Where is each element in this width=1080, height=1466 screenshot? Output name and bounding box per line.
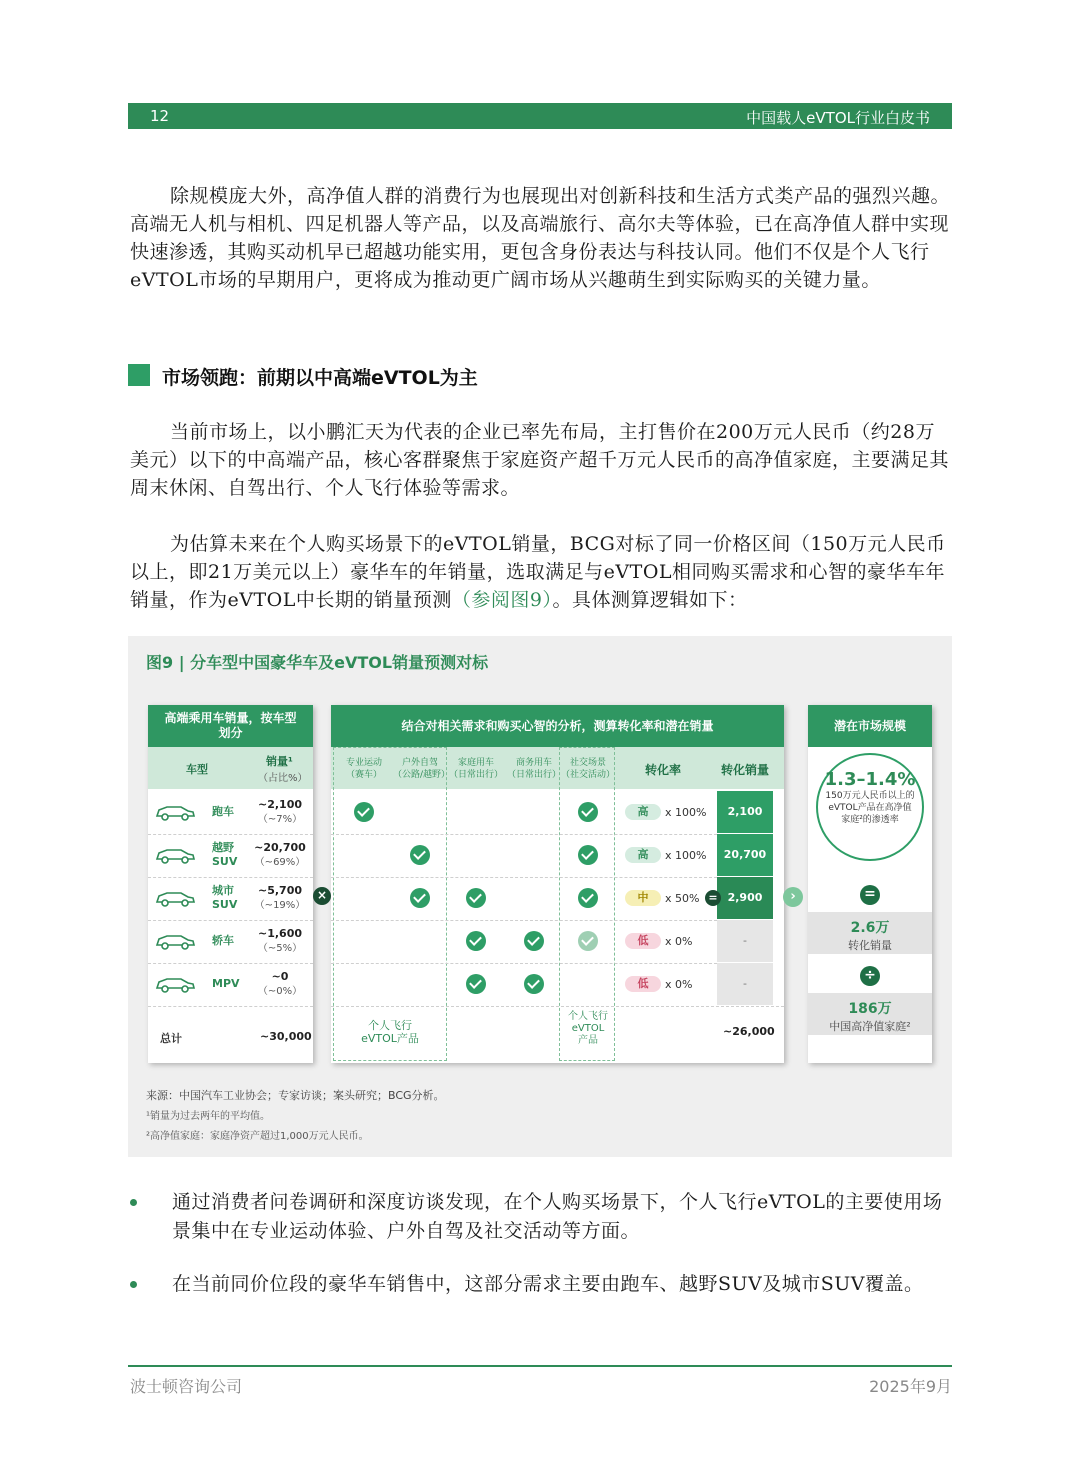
car-type-label: 轿车 bbox=[212, 934, 234, 947]
total-sales: ~30,000 bbox=[260, 1030, 312, 1043]
penetration-value: 1.3–1.4% bbox=[824, 769, 916, 790]
estimate-paragraph bbox=[130, 530, 952, 614]
conversion-rate: x 50% bbox=[665, 892, 700, 905]
bullet-dot bbox=[130, 1281, 137, 1288]
equals-icon: = bbox=[860, 885, 880, 905]
col-sales-sub: （占比%） bbox=[258, 773, 308, 784]
sales-value: ~2,100 bbox=[257, 798, 302, 811]
sales-cell bbox=[250, 798, 310, 827]
footer-date: 2025年9月 bbox=[869, 1377, 952, 1396]
converted-sales-cell: - bbox=[717, 920, 773, 962]
conversion-total-value: 2.6万 bbox=[850, 920, 890, 936]
row-separator bbox=[148, 963, 313, 964]
group-label-1: 个人飞行 eVTOL产品 bbox=[361, 1019, 419, 1045]
bullet-text-1: 通过消费者问卷调研和深度访谈发现，在个人购买场景下，个人飞行eVTOL的主要使用场景集中在专业运动体验、户外自驾及社交活动等方面。 bbox=[172, 1191, 943, 1242]
car-icon bbox=[154, 974, 196, 994]
need-header-2: 户外自驾 （公路/越野） bbox=[393, 758, 451, 780]
families-label: 中国高净值家庭² bbox=[829, 1020, 911, 1033]
row-separator bbox=[331, 877, 717, 878]
row-separator bbox=[331, 1006, 784, 1007]
estimate-text: 为估算未来在个人购买场景下的eVTOL销量，BCG对标了同一价格区间（150万元人民币以上，即21万美元以上）豪华车的年销量，选取满足与eVTOL相同购买需求和心智的豪华车年销量，作为eVTOL中长期的销量预测 bbox=[130, 533, 946, 611]
page-number: 12 bbox=[150, 107, 170, 125]
page-header-bar bbox=[128, 103, 952, 129]
sales-cell bbox=[250, 884, 310, 913]
sales-value: ~1,600 bbox=[257, 927, 302, 940]
bullet-item-2 bbox=[130, 1270, 952, 1300]
section-title: 市场领跑：前期以中高端eVTOL为主 bbox=[162, 367, 478, 389]
panel-car-sales bbox=[148, 705, 313, 1063]
car-icon bbox=[154, 931, 196, 951]
row-separator bbox=[148, 920, 313, 921]
check-icon bbox=[466, 931, 486, 951]
car-type-label: 越野 SUV bbox=[212, 841, 238, 868]
check-icon bbox=[524, 931, 544, 951]
col-conv-label: 转化销量 bbox=[721, 763, 770, 777]
sales-cell bbox=[250, 970, 310, 999]
conversion-level-badge: 高 bbox=[625, 847, 661, 863]
figure-note-2: ²高净值家庭：家庭净资产超过1,000万元人民币。 bbox=[146, 1131, 369, 1142]
arrow-right-icon: › bbox=[783, 887, 803, 907]
need-header-5: 社交场景 （社交活动） bbox=[561, 758, 616, 780]
conversion-rate: x 100% bbox=[665, 806, 707, 819]
row-separator bbox=[331, 834, 717, 835]
need-header-4: 商务用车 （日常出行） bbox=[507, 758, 562, 780]
car-type-label: MPV bbox=[212, 977, 240, 990]
check-icon bbox=[578, 931, 598, 951]
panel-conversion-header: 结合对相关需求和购买心智的分析，测算转化率和潜在销量 bbox=[331, 705, 784, 747]
car-icon bbox=[154, 845, 196, 865]
penetration-circle bbox=[816, 753, 924, 861]
figure-source: 来源：中国汽车工业协会；专家访谈；案头研究；BCG分析。 bbox=[146, 1089, 445, 1102]
sales-cell bbox=[250, 841, 310, 870]
car-icon bbox=[154, 802, 196, 822]
converted-sales-cell: 20,700 bbox=[717, 834, 773, 876]
converted-sales-cell: - bbox=[717, 963, 773, 1005]
penetration-desc: 150万元人民币以上的eVTOL产品在高净值家庭²的渗透率 bbox=[825, 791, 915, 825]
check-icon bbox=[578, 845, 598, 865]
sales-cell bbox=[250, 927, 310, 956]
row-separator bbox=[331, 963, 717, 964]
converted-sales-cell: 2,900 bbox=[717, 877, 773, 919]
market-paragraph: 当前市场上，以小鹏汇天为代表的企业已率先布局，主打售价在200万元人民币（约28万美元）以下的中高端产品，核心客群聚焦于家庭资产超千万元人民币的高净值家庭，主要满足其周末休闲、自驾出行、个人飞行体验等需求。 bbox=[130, 421, 950, 499]
sales-share: （~19%） bbox=[254, 900, 306, 911]
panel-conversion bbox=[331, 705, 784, 1063]
sales-share: （~69%） bbox=[254, 857, 306, 868]
sales-value: ~5,700 bbox=[257, 884, 302, 897]
document-title: 中国载人eVTOL行业白皮书 bbox=[746, 109, 930, 127]
panel-market-size bbox=[808, 705, 932, 1063]
need-header-3: 家庭用车 （日常出行） bbox=[449, 758, 504, 780]
intro-paragraph: 除规模庞大外，高净值人群的消费行为也展现出对创新科技和生活方式类产品的强烈兴趣。高端无人机与相机、四足机器人等产品，以及高端旅行、高尔夫等体验，已在高净值人群中实现快速渗透，其购买动机早已超越功能实用，更包含身份表达与科技认同。他们不仅是个人飞行eVTOL市场的早期用户，更将成为推动更广阔市场从兴趣萌生到实际购买的关键力量。 bbox=[130, 185, 951, 291]
estimate-tail: 。具体测算逻辑如下： bbox=[552, 589, 748, 611]
families-box bbox=[808, 993, 932, 1035]
check-icon bbox=[466, 888, 486, 908]
personal-flight-group-box-1 bbox=[333, 747, 451, 1061]
families-value: 186万 bbox=[848, 1001, 892, 1017]
check-icon bbox=[354, 802, 374, 822]
bullet-dot bbox=[130, 1199, 137, 1206]
conversion-rate: x 100% bbox=[665, 849, 707, 862]
equals-icon: = bbox=[705, 890, 721, 906]
conversion-level-badge: 低 bbox=[625, 976, 661, 992]
bullet-item-1 bbox=[130, 1188, 952, 1248]
sales-share: （~7%） bbox=[257, 814, 303, 825]
conversion-level-badge: 中 bbox=[625, 890, 661, 906]
sales-share: （~5%） bbox=[257, 943, 303, 954]
total-label: 总计 bbox=[160, 1032, 182, 1045]
conversion-level-badge: 低 bbox=[625, 933, 661, 949]
bullet-text-2: 在当前同价位段的豪华车销售中，这部分需求主要由跑车、越野SUV及城市SUV覆盖。 bbox=[172, 1273, 924, 1295]
row-separator bbox=[148, 834, 313, 835]
check-icon bbox=[578, 802, 598, 822]
panel-market-size-header: 潜在市场规模 bbox=[808, 705, 932, 747]
panel-car-sales-header: 高端乘用车销量，按车型划分 bbox=[148, 705, 313, 747]
multiply-icon: × bbox=[313, 887, 331, 905]
col-rate-label: 转化率 bbox=[645, 763, 682, 777]
conversion-total-box bbox=[808, 912, 932, 954]
check-icon bbox=[410, 888, 430, 908]
group-label-2: 个人飞行 eVTOL 产品 bbox=[568, 1011, 608, 1046]
figure-reference-link[interactable]: （参阅图9） bbox=[451, 589, 553, 611]
figure-9 bbox=[128, 636, 952, 1157]
col-type-label: 车型 bbox=[186, 763, 208, 776]
figure-title: 图9 | 分车型中国豪华车及eVTOL销量预测对标 bbox=[146, 653, 489, 672]
footer-publisher: 波士顿咨询公司 bbox=[130, 1377, 243, 1396]
check-icon bbox=[410, 845, 430, 865]
car-type-label: 城市 SUV bbox=[212, 884, 238, 911]
check-icon bbox=[524, 974, 544, 994]
panel-car-sales-subhead bbox=[148, 747, 313, 789]
sales-value: ~20,700 bbox=[254, 841, 306, 854]
car-type-label: 跑车 bbox=[212, 805, 234, 818]
row-separator bbox=[148, 877, 313, 878]
row-separator bbox=[148, 1006, 313, 1007]
row-separator bbox=[331, 920, 717, 921]
total-conversion: ~26,000 bbox=[723, 1025, 775, 1038]
check-icon bbox=[578, 888, 598, 908]
car-icon bbox=[154, 888, 196, 908]
converted-sales-cell: 2,100 bbox=[717, 791, 773, 833]
conversion-rate: x 0% bbox=[665, 935, 693, 948]
sales-value: ~0 bbox=[271, 970, 289, 983]
col-sales-label: 销量¹ bbox=[266, 755, 293, 768]
divide-icon: ÷ bbox=[860, 966, 880, 986]
sales-share: （~0%） bbox=[257, 986, 303, 997]
check-icon bbox=[466, 974, 486, 994]
need-header-1: 专业运动 （赛车） bbox=[345, 758, 382, 780]
figure-note-1: ¹销量为过去两年的平均值。 bbox=[146, 1111, 271, 1122]
section-marker bbox=[128, 364, 150, 386]
footer-rule bbox=[128, 1365, 952, 1367]
conversion-rate: x 0% bbox=[665, 978, 693, 991]
conversion-total-label: 转化销量 bbox=[848, 939, 892, 952]
conversion-level-badge: 高 bbox=[625, 804, 661, 820]
